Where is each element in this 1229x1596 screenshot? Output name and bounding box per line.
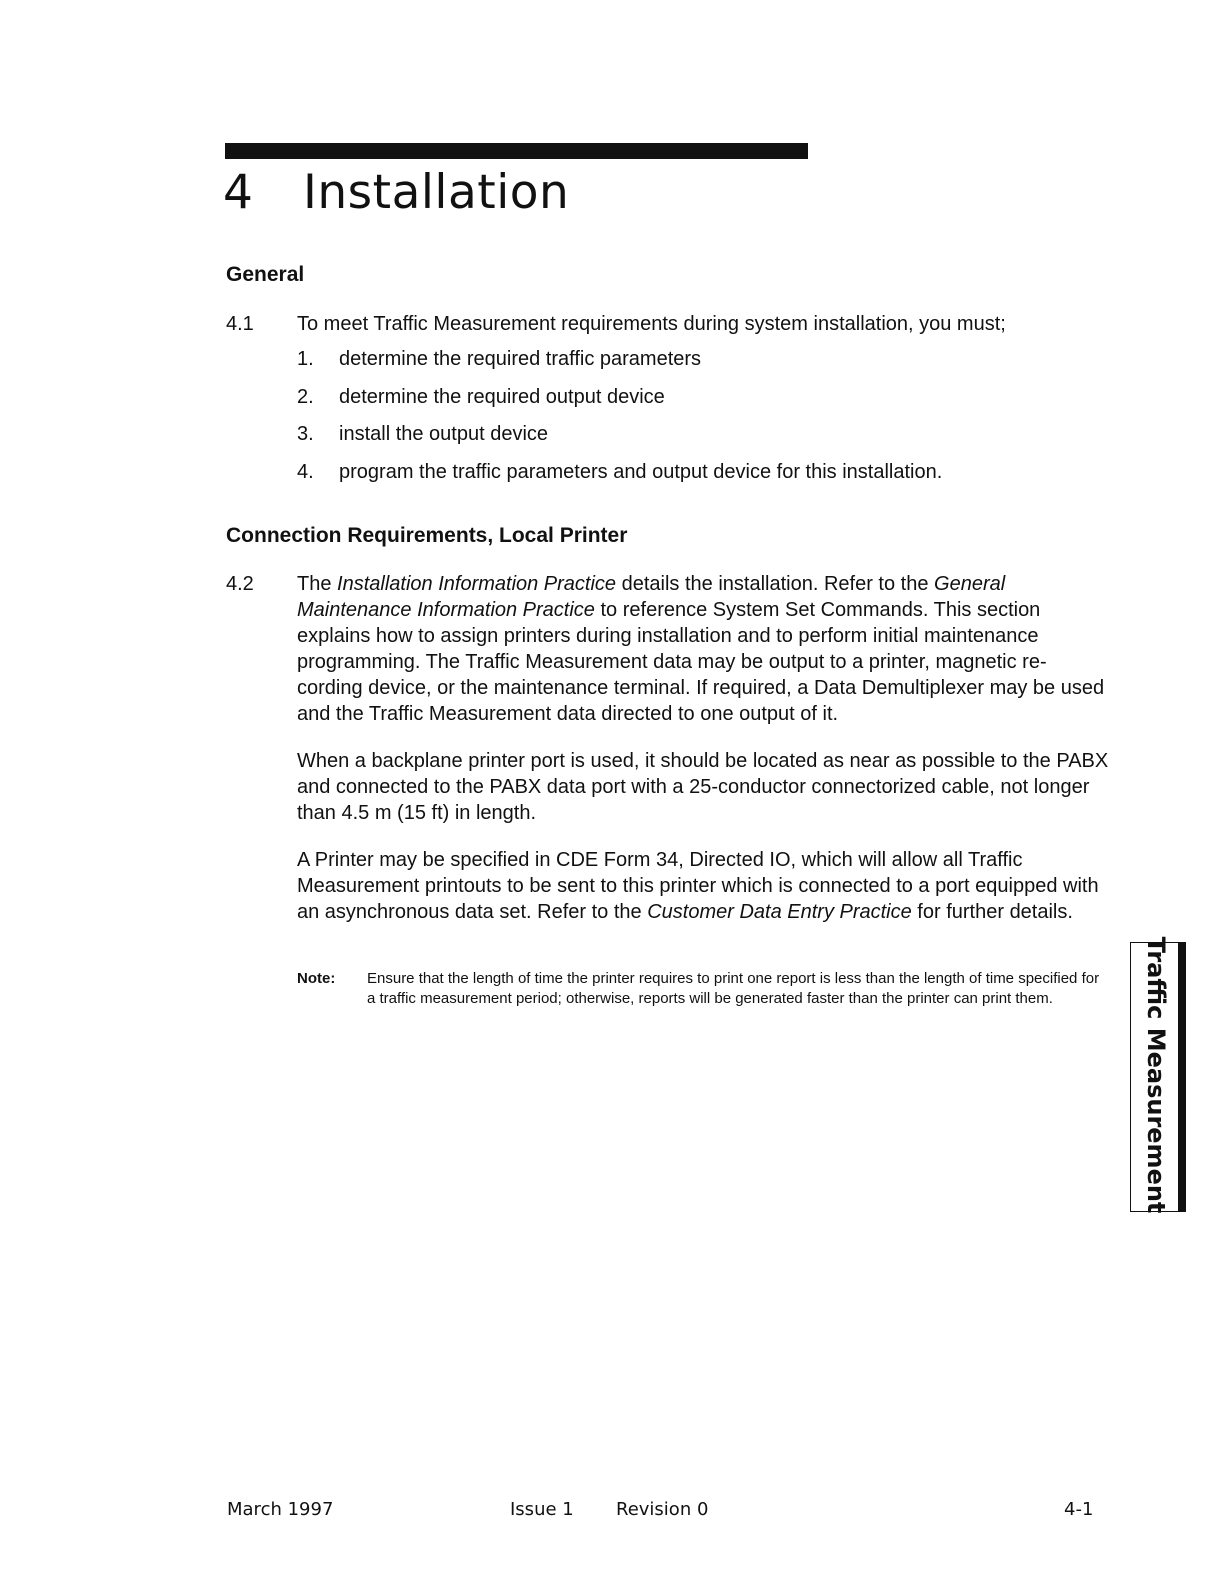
installation-steps-list (297, 346, 1109, 496)
step-number: 1. (297, 348, 314, 370)
step-text: determine the required traffic parameters (339, 348, 702, 370)
footer-issue: Issue 1 (510, 1499, 574, 1520)
list-item (297, 459, 1109, 497)
step-number: 2. (297, 385, 314, 408)
note-label: Note: (297, 970, 336, 987)
practice-title: General Maintenance Information Practice (297, 573, 1006, 621)
practice-title: Installation Information Practice (337, 573, 617, 595)
step-text: install the output device (339, 423, 549, 445)
connection-paragraph-3 (297, 847, 1109, 925)
chapter-name: Installation (303, 165, 570, 220)
connection-paragraph-2: When a backplane printer port is used, it should be located as near as possible to the PABX and connected to the PABX data port with a 25-conductor connectorized cable, not longer than 4.5 m (15 ft) in length. (297, 750, 1109, 824)
footer-date: March 1997 (227, 1499, 334, 1520)
footer-revision: Revision 0 (616, 1499, 709, 1520)
connection-paragraph-1 (297, 571, 1109, 727)
list-item (297, 346, 1109, 384)
footer-page-number: 4-1 (1064, 1499, 1094, 1520)
side-tab-label: Traffic Measurement (1142, 936, 1170, 1214)
note-text: Ensure that the length of time the printer requires to print one report is less than the length of time specified for a traffic measurement period; otherwise, reports will be generated faster than the printer can print them. (367, 970, 1100, 1007)
printer-note (297, 969, 1109, 1009)
text-run: A Printer may be specified in CDE Form 34, Directed IO, which will allow all Traffic Measurement printouts to be sent to this printer which is connected to a port equipped with an asynchronous data set. Refer to the (297, 849, 1099, 923)
section-heading-general: General (226, 263, 305, 286)
section-side-tab (1130, 936, 1186, 1214)
paragraph-number-4-2: 4.2 (226, 573, 254, 595)
step-number: 3. (297, 423, 314, 445)
list-item (297, 384, 1109, 422)
text-run: for further details. (911, 901, 1073, 923)
section-heading-connection: Connection Requirements, Local Printer (226, 524, 628, 547)
chapter-number: 4 (223, 165, 254, 220)
step-text: program the traffic parameters and output device for this installation. (339, 460, 943, 483)
list-item (297, 421, 1109, 459)
step-number: 4. (297, 460, 314, 483)
chapter-title (223, 163, 569, 223)
side-tab-stripe (1178, 942, 1186, 1212)
chapter-title-bar (225, 143, 808, 159)
text-run: details the installation. Refer to the (616, 573, 935, 595)
practice-title: Customer Data Entry Practice (647, 901, 912, 923)
text-run: to reference System Set Commands. This section explains how to assign printers during installation and to perform initial maintenance programming. The Traffic Measurement data may be output to a printer, magnetic re-cording device, or the maintenance terminal. If required, a Data Demultiplexer may be used and the Traffic Measurement data directed to one output of it. (297, 599, 1105, 725)
text-run: The (297, 573, 338, 595)
paragraph-number-4-1: 4.1 (226, 313, 254, 335)
general-intro: To meet Traffic Measurement requirements during system installation, you must; (297, 313, 1006, 335)
step-text: determine the required output device (339, 385, 665, 408)
